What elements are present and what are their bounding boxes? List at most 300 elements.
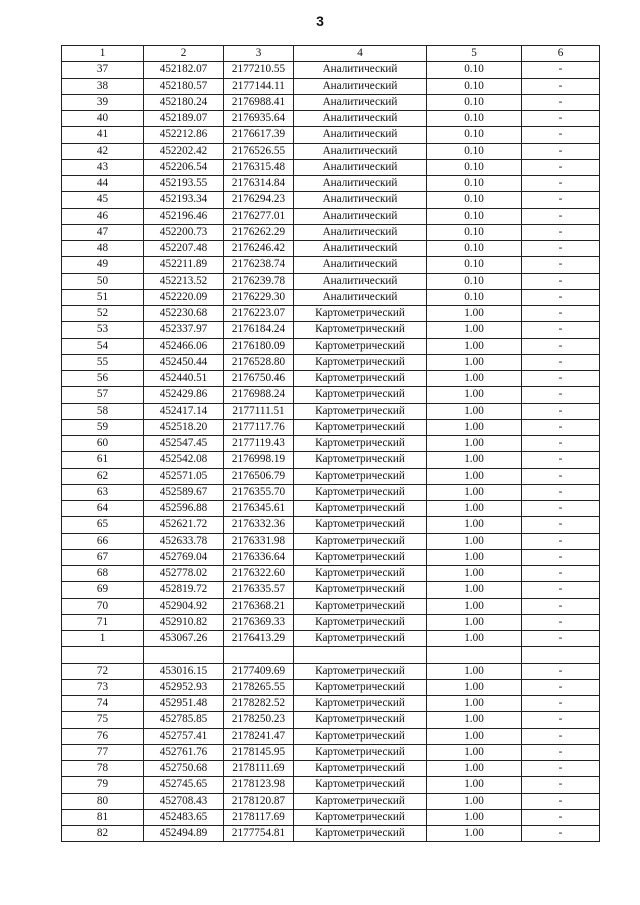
y-coordinate-cell: 2176935.64	[224, 111, 294, 127]
y-coordinate-cell: 2176246.42	[224, 241, 294, 257]
table-row	[62, 793, 600, 809]
x-coordinate-cell: 452207.48	[144, 241, 224, 257]
method-cell: Аналитический	[294, 273, 427, 289]
method-cell: Картометрический	[294, 452, 427, 468]
note-cell: -	[522, 533, 600, 549]
accuracy-cell: 0.10	[427, 159, 522, 175]
accuracy-cell: 1.00	[427, 809, 522, 825]
point-number-cell: 68	[62, 566, 144, 582]
table-row	[62, 761, 600, 777]
method-cell: Картометрический	[294, 744, 427, 760]
point-number-cell: 67	[62, 549, 144, 565]
point-number-cell: 59	[62, 419, 144, 435]
point-number-cell: 63	[62, 484, 144, 500]
table-row	[62, 598, 600, 614]
method-cell: Картометрический	[294, 712, 427, 728]
x-coordinate-cell: 452450.44	[144, 354, 224, 370]
point-number-cell: 48	[62, 241, 144, 257]
x-coordinate-cell: 452910.82	[144, 614, 224, 630]
note-cell: -	[522, 354, 600, 370]
method-cell: Аналитический	[294, 257, 427, 273]
x-coordinate-cell: 452193.55	[144, 176, 224, 192]
accuracy-cell: 0.10	[427, 192, 522, 208]
table-row	[62, 208, 600, 224]
method-cell: Картометрический	[294, 387, 427, 403]
table-row	[62, 192, 600, 208]
method-cell: Картометрический	[294, 306, 427, 322]
method-cell: Картометрический	[294, 679, 427, 695]
accuracy-cell: 1.00	[427, 582, 522, 598]
x-coordinate-cell: 452708.43	[144, 793, 224, 809]
point-number-cell: 55	[62, 354, 144, 370]
method-cell: Аналитический	[294, 176, 427, 192]
x-coordinate-cell: 452206.54	[144, 159, 224, 175]
note-cell: -	[522, 696, 600, 712]
x-coordinate-cell: 452200.73	[144, 224, 224, 240]
table-row	[62, 111, 600, 127]
method-cell: Картометрический	[294, 696, 427, 712]
x-coordinate-cell: 452180.57	[144, 78, 224, 94]
note-cell: -	[522, 371, 600, 387]
table-row	[62, 354, 600, 370]
y-coordinate-cell: 2176315.48	[224, 159, 294, 175]
note-cell: -	[522, 484, 600, 500]
accuracy-cell: 1.00	[427, 631, 522, 647]
note-cell: -	[522, 94, 600, 110]
note-cell: -	[522, 419, 600, 435]
x-coordinate-cell: 452466.06	[144, 338, 224, 354]
y-coordinate-cell: 2177119.43	[224, 436, 294, 452]
note-cell: -	[522, 614, 600, 630]
y-coordinate-cell: 2178117.69	[224, 809, 294, 825]
table-row	[62, 663, 600, 679]
x-coordinate-cell: 452212.86	[144, 127, 224, 143]
table-row	[62, 468, 600, 484]
x-coordinate-cell: 452494.89	[144, 826, 224, 842]
accuracy-cell: 0.10	[427, 241, 522, 257]
accuracy-cell: 1.00	[427, 338, 522, 354]
note-cell: -	[522, 793, 600, 809]
method-cell: Аналитический	[294, 192, 427, 208]
method-cell: Картометрический	[294, 533, 427, 549]
point-number-cell: 77	[62, 744, 144, 760]
method-cell: Картометрический	[294, 826, 427, 842]
method-cell: Аналитический	[294, 78, 427, 94]
point-number-cell: 44	[62, 176, 144, 192]
y-coordinate-cell: 2176223.07	[224, 306, 294, 322]
point-number-cell: 46	[62, 208, 144, 224]
table-row	[62, 436, 600, 452]
y-coordinate-cell: 2176355.70	[224, 484, 294, 500]
point-number-cell: 61	[62, 452, 144, 468]
x-coordinate-cell: 452596.88	[144, 501, 224, 517]
method-cell: Аналитический	[294, 111, 427, 127]
y-coordinate-cell: 2177111.51	[224, 403, 294, 419]
y-coordinate-cell: 2176998.19	[224, 452, 294, 468]
point-number-cell: 42	[62, 143, 144, 159]
y-coordinate-cell: 2177754.81	[224, 826, 294, 842]
x-coordinate-cell: 452518.20	[144, 419, 224, 435]
y-coordinate-cell: 2176528.80	[224, 354, 294, 370]
x-coordinate-cell: 452547.45	[144, 436, 224, 452]
method-cell: Картометрический	[294, 468, 427, 484]
method-cell: Картометрический	[294, 338, 427, 354]
method-cell: Картометрический	[294, 631, 427, 647]
method-cell: Картометрический	[294, 501, 427, 517]
header-col-2: 2	[144, 46, 224, 62]
accuracy-cell: 1.00	[427, 679, 522, 695]
point-number-cell: 39	[62, 94, 144, 110]
table-row	[62, 273, 600, 289]
point-number-cell: 40	[62, 111, 144, 127]
point-number-cell: 65	[62, 517, 144, 533]
x-coordinate-cell: 452220.09	[144, 289, 224, 305]
note-cell: -	[522, 777, 600, 793]
y-coordinate-cell: 2178111.69	[224, 761, 294, 777]
point-number-cell: 53	[62, 322, 144, 338]
table-row	[62, 728, 600, 744]
point-number-cell: 41	[62, 127, 144, 143]
method-cell: Картометрический	[294, 517, 427, 533]
accuracy-cell: 1.00	[427, 468, 522, 484]
note-cell: -	[522, 598, 600, 614]
table-row	[62, 582, 600, 598]
y-coordinate-cell: 2176617.39	[224, 127, 294, 143]
x-coordinate-cell: 452417.14	[144, 403, 224, 419]
method-cell: Картометрический	[294, 663, 427, 679]
header-col-3: 3	[224, 46, 294, 62]
y-coordinate-cell: 2176750.46	[224, 371, 294, 387]
x-coordinate-cell: 452189.07	[144, 111, 224, 127]
x-coordinate-cell	[144, 647, 224, 663]
note-cell: -	[522, 338, 600, 354]
accuracy-cell: 1.00	[427, 744, 522, 760]
y-coordinate-cell: 2176332.36	[224, 517, 294, 533]
accuracy-cell	[427, 647, 522, 663]
method-cell: Аналитический	[294, 143, 427, 159]
table-row	[62, 387, 600, 403]
x-coordinate-cell: 452337.97	[144, 322, 224, 338]
point-number-cell: 66	[62, 533, 144, 549]
method-cell: Картометрический	[294, 793, 427, 809]
accuracy-cell: 0.10	[427, 257, 522, 273]
point-number-cell: 69	[62, 582, 144, 598]
note-cell: -	[522, 208, 600, 224]
accuracy-cell: 1.00	[427, 484, 522, 500]
note-cell: -	[522, 273, 600, 289]
table-row	[62, 241, 600, 257]
method-cell: Картометрический	[294, 761, 427, 777]
accuracy-cell: 1.00	[427, 826, 522, 842]
method-cell: Аналитический	[294, 208, 427, 224]
y-coordinate-cell: 2176336.64	[224, 549, 294, 565]
x-coordinate-cell: 452182.07	[144, 62, 224, 78]
accuracy-cell: 1.00	[427, 387, 522, 403]
table-row	[62, 127, 600, 143]
header-col-5: 5	[427, 46, 522, 62]
x-coordinate-cell: 452211.89	[144, 257, 224, 273]
note-cell: -	[522, 517, 600, 533]
method-cell: Картометрический	[294, 566, 427, 582]
table-row	[62, 484, 600, 500]
note-cell: -	[522, 322, 600, 338]
accuracy-cell: 1.00	[427, 793, 522, 809]
note-cell: -	[522, 582, 600, 598]
note-cell: -	[522, 501, 600, 517]
table-header	[62, 46, 600, 62]
accuracy-cell: 1.00	[427, 761, 522, 777]
note-cell: -	[522, 176, 600, 192]
x-coordinate-cell: 452761.76	[144, 744, 224, 760]
x-coordinate-cell: 452589.67	[144, 484, 224, 500]
header-col-6: 6	[522, 46, 600, 62]
note-cell: -	[522, 289, 600, 305]
x-coordinate-cell: 452757.41	[144, 728, 224, 744]
point-number-cell: 81	[62, 809, 144, 825]
header-row	[62, 46, 600, 62]
point-number-cell: 70	[62, 598, 144, 614]
x-coordinate-cell: 452230.68	[144, 306, 224, 322]
note-cell: -	[522, 549, 600, 565]
point-number-cell: 45	[62, 192, 144, 208]
table-row	[62, 777, 600, 793]
y-coordinate-cell: 2176413.29	[224, 631, 294, 647]
accuracy-cell: 1.00	[427, 777, 522, 793]
method-cell: Картометрический	[294, 614, 427, 630]
table-row	[62, 257, 600, 273]
y-coordinate-cell: 2176368.21	[224, 598, 294, 614]
accuracy-cell: 1.00	[427, 452, 522, 468]
x-coordinate-cell: 453016.15	[144, 663, 224, 679]
point-number-cell: 1	[62, 631, 144, 647]
note-cell: -	[522, 809, 600, 825]
point-number-cell: 50	[62, 273, 144, 289]
x-coordinate-cell: 452952.93	[144, 679, 224, 695]
y-coordinate-cell: 2176239.78	[224, 273, 294, 289]
accuracy-cell: 1.00	[427, 403, 522, 419]
y-coordinate-cell: 2176988.24	[224, 387, 294, 403]
note-cell: -	[522, 306, 600, 322]
accuracy-cell: 1.00	[427, 549, 522, 565]
table-row	[62, 809, 600, 825]
table-row	[62, 159, 600, 175]
x-coordinate-cell: 452769.04	[144, 549, 224, 565]
table-row	[62, 533, 600, 549]
table-row	[62, 289, 600, 305]
point-number-cell: 80	[62, 793, 144, 809]
y-coordinate-cell: 2177409.69	[224, 663, 294, 679]
accuracy-cell: 1.00	[427, 614, 522, 630]
x-coordinate-cell: 452483.65	[144, 809, 224, 825]
x-coordinate-cell: 452750.68	[144, 761, 224, 777]
note-cell: -	[522, 224, 600, 240]
x-coordinate-cell: 452193.34	[144, 192, 224, 208]
accuracy-cell: 0.10	[427, 273, 522, 289]
y-coordinate-cell: 2178145.95	[224, 744, 294, 760]
x-coordinate-cell: 452633.78	[144, 533, 224, 549]
note-cell: -	[522, 826, 600, 842]
table-row	[62, 224, 600, 240]
accuracy-cell: 1.00	[427, 598, 522, 614]
table-row	[62, 322, 600, 338]
accuracy-cell: 1.00	[427, 663, 522, 679]
point-number-cell: 71	[62, 614, 144, 630]
note-cell: -	[522, 436, 600, 452]
method-cell: Аналитический	[294, 241, 427, 257]
y-coordinate-cell: 2178241.47	[224, 728, 294, 744]
table-row	[62, 94, 600, 110]
x-coordinate-cell: 452429.86	[144, 387, 224, 403]
method-cell: Аналитический	[294, 127, 427, 143]
point-number-cell: 57	[62, 387, 144, 403]
note-cell: -	[522, 712, 600, 728]
note-cell: -	[522, 728, 600, 744]
y-coordinate-cell: 2176335.57	[224, 582, 294, 598]
method-cell: Картометрический	[294, 403, 427, 419]
x-coordinate-cell: 452202.42	[144, 143, 224, 159]
y-coordinate-cell: 2178282.52	[224, 696, 294, 712]
point-number-cell: 82	[62, 826, 144, 842]
accuracy-cell: 1.00	[427, 696, 522, 712]
table-row	[62, 631, 600, 647]
note-cell: -	[522, 78, 600, 94]
table-row	[62, 419, 600, 435]
y-coordinate-cell: 2176331.98	[224, 533, 294, 549]
y-coordinate-cell: 2176322.60	[224, 566, 294, 582]
x-coordinate-cell: 452951.48	[144, 696, 224, 712]
table-row	[62, 78, 600, 94]
x-coordinate-cell: 452778.02	[144, 566, 224, 582]
accuracy-cell: 1.00	[427, 712, 522, 728]
coordinates-table	[61, 45, 600, 842]
y-coordinate-cell: 2176314.84	[224, 176, 294, 192]
note-cell: -	[522, 566, 600, 582]
accuracy-cell: 1.00	[427, 419, 522, 435]
accuracy-cell: 1.00	[427, 501, 522, 517]
table-row	[62, 62, 600, 78]
point-number-cell	[62, 647, 144, 663]
table-row	[62, 614, 600, 630]
method-cell: Аналитический	[294, 224, 427, 240]
method-cell: Картометрический	[294, 419, 427, 435]
x-coordinate-cell: 452180.24	[144, 94, 224, 110]
note-cell: -	[522, 111, 600, 127]
y-coordinate-cell: 2176294.23	[224, 192, 294, 208]
accuracy-cell: 1.00	[427, 517, 522, 533]
y-coordinate-cell: 2178123.98	[224, 777, 294, 793]
note-cell: -	[522, 241, 600, 257]
point-number-cell: 78	[62, 761, 144, 777]
point-number-cell: 56	[62, 371, 144, 387]
accuracy-cell: 0.10	[427, 62, 522, 78]
x-coordinate-cell: 452904.92	[144, 598, 224, 614]
x-coordinate-cell: 452196.46	[144, 208, 224, 224]
page-number: 3	[316, 13, 324, 29]
table-row	[62, 371, 600, 387]
method-cell: Картометрический	[294, 549, 427, 565]
point-number-cell: 73	[62, 679, 144, 695]
note-cell: -	[522, 387, 600, 403]
accuracy-cell: 1.00	[427, 728, 522, 744]
y-coordinate-cell: 2178250.23	[224, 712, 294, 728]
y-coordinate-cell: 2178120.87	[224, 793, 294, 809]
method-cell: Аналитический	[294, 94, 427, 110]
point-number-cell: 54	[62, 338, 144, 354]
note-cell: -	[522, 452, 600, 468]
table-row	[62, 566, 600, 582]
y-coordinate-cell: 2176277.01	[224, 208, 294, 224]
table-row	[62, 826, 600, 842]
x-coordinate-cell: 452745.65	[144, 777, 224, 793]
point-number-cell: 49	[62, 257, 144, 273]
y-coordinate-cell: 2177117.76	[224, 419, 294, 435]
point-number-cell: 47	[62, 224, 144, 240]
note-cell: -	[522, 62, 600, 78]
point-number-cell: 38	[62, 78, 144, 94]
accuracy-cell: 0.10	[427, 143, 522, 159]
note-cell: -	[522, 159, 600, 175]
table-row	[62, 452, 600, 468]
method-cell: Картометрический	[294, 809, 427, 825]
accuracy-cell: 1.00	[427, 566, 522, 582]
accuracy-cell: 1.00	[427, 533, 522, 549]
point-number-cell: 76	[62, 728, 144, 744]
x-coordinate-cell: 453067.26	[144, 631, 224, 647]
method-cell: Картометрический	[294, 436, 427, 452]
y-coordinate-cell: 2176262.29	[224, 224, 294, 240]
note-cell: -	[522, 663, 600, 679]
accuracy-cell: 1.00	[427, 371, 522, 387]
y-coordinate-cell: 2176988.41	[224, 94, 294, 110]
method-cell: Картометрический	[294, 354, 427, 370]
note-cell: -	[522, 679, 600, 695]
x-coordinate-cell: 452621.72	[144, 517, 224, 533]
x-coordinate-cell: 452213.52	[144, 273, 224, 289]
point-number-cell: 58	[62, 403, 144, 419]
method-cell: Картометрический	[294, 484, 427, 500]
table-row	[62, 403, 600, 419]
y-coordinate-cell: 2176229.30	[224, 289, 294, 305]
method-cell: Картометрический	[294, 322, 427, 338]
y-coordinate-cell: 2176345.61	[224, 501, 294, 517]
y-coordinate-cell: 2176369.33	[224, 614, 294, 630]
y-coordinate-cell: 2177210.55	[224, 62, 294, 78]
accuracy-cell: 0.10	[427, 94, 522, 110]
accuracy-cell: 0.10	[427, 127, 522, 143]
table-row	[62, 744, 600, 760]
method-cell: Картометрический	[294, 582, 427, 598]
x-coordinate-cell: 452571.05	[144, 468, 224, 484]
method-cell: Картометрический	[294, 777, 427, 793]
note-cell: -	[522, 192, 600, 208]
note-cell: -	[522, 143, 600, 159]
point-number-cell: 79	[62, 777, 144, 793]
table-row	[62, 712, 600, 728]
accuracy-cell: 1.00	[427, 354, 522, 370]
table-row	[62, 549, 600, 565]
point-number-cell: 75	[62, 712, 144, 728]
x-coordinate-cell: 452819.72	[144, 582, 224, 598]
y-coordinate-cell: 2178265.55	[224, 679, 294, 695]
header-col-4: 4	[294, 46, 427, 62]
point-number-cell: 52	[62, 306, 144, 322]
accuracy-cell: 0.10	[427, 176, 522, 192]
y-coordinate-cell: 2176526.55	[224, 143, 294, 159]
x-coordinate-cell: 452542.08	[144, 452, 224, 468]
accuracy-cell: 1.00	[427, 436, 522, 452]
accuracy-cell: 1.00	[427, 322, 522, 338]
method-cell: Аналитический	[294, 159, 427, 175]
